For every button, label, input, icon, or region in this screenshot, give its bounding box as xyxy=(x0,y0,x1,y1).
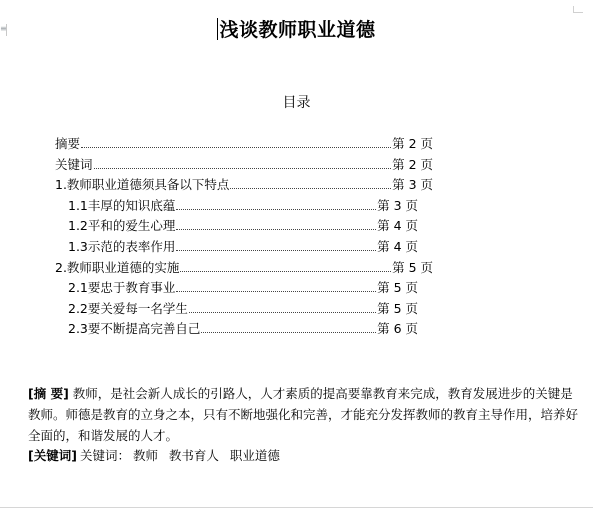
abstract-text: 教师，是社会新人成长的引路人，人才素质的提高要靠教育来完成，教育发展进步的关键是教师。师德是教育的立身之本，只有不断地强化和完善，才能充分发挥教师的教育主导作用，培养好全面的，和谐发展的人才。 xyxy=(28,386,579,443)
toc-entry[interactable] xyxy=(55,216,418,237)
toc-leader-dots xyxy=(94,168,392,169)
toc-leader-dots xyxy=(180,271,391,272)
toc-entry[interactable] xyxy=(55,237,418,258)
toc-entry-page: 第 5 页 xyxy=(377,300,418,316)
keywords-tag: [关键词] xyxy=(28,448,77,463)
abstract-paragraph xyxy=(28,383,584,446)
toc-entry-page: 第 4 页 xyxy=(377,218,418,234)
toc-entry-page: 第 2 页 xyxy=(392,136,433,151)
toc-entry[interactable] xyxy=(55,175,433,196)
toc-entry-label: 1.1丰厚的知识底蕴 xyxy=(68,197,176,213)
keywords-prefix: 关键词： xyxy=(79,448,130,463)
toc-entry[interactable] xyxy=(55,155,433,176)
toc-entry-label: 2.3要不断提高完善自己 xyxy=(68,321,201,337)
toc-leader-dots xyxy=(81,147,391,148)
toc-entry-label: 1.教师职业道德须具备以下特点 xyxy=(55,177,230,193)
toc-heading: 目录 xyxy=(282,95,311,111)
toc-entry-page: 第 6 页 xyxy=(377,321,418,337)
toc-leader-dots xyxy=(176,209,376,210)
toc-leader-dots xyxy=(176,229,376,230)
toc-entry-label: 关键词 xyxy=(55,156,93,172)
toc-leader-dots xyxy=(230,188,391,189)
toc-entry-page: 第 4 页 xyxy=(377,238,418,254)
toc-leader-dots xyxy=(201,332,376,333)
toc-entry[interactable] xyxy=(55,278,418,299)
toc-entry-label: 摘要 xyxy=(55,136,81,151)
page-bottom-edge xyxy=(0,507,593,508)
page-corner-mark xyxy=(573,6,583,13)
toc-entry-label: 2.2要关爱每一名学生 xyxy=(68,300,188,316)
toc-entry-label: 1.3示范的表率作用 xyxy=(68,238,176,254)
table-of-contents xyxy=(55,134,433,340)
toc-leader-dots xyxy=(189,312,376,313)
toc-entry[interactable] xyxy=(55,299,418,320)
toc-entry-page: 第 3 页 xyxy=(392,177,433,193)
toc-entry-label: 2.1要忠于教育事业 xyxy=(68,280,176,296)
keyword-item: 教师 xyxy=(132,448,158,463)
document-title xyxy=(0,15,593,42)
abstract-tag: [摘 要] xyxy=(28,386,69,401)
toc-entry[interactable] xyxy=(55,319,418,340)
toc-entry[interactable] xyxy=(55,258,433,279)
toc-entry-page: 第 2 页 xyxy=(392,156,433,172)
toc-entry[interactable] xyxy=(55,196,418,217)
keywords-line xyxy=(28,446,280,464)
toc-entry-page: 第 5 页 xyxy=(377,280,418,296)
toc-entry-page: 第 3 页 xyxy=(377,197,418,213)
keyword-item: 职业道德 xyxy=(229,448,280,463)
toc-entry[interactable] xyxy=(55,134,433,155)
toc-leader-dots xyxy=(176,250,376,251)
toc-entry-label: 1.2平和的爱生心理 xyxy=(68,218,176,234)
document-title-text: 浅谈教师职业道德 xyxy=(219,19,376,41)
toc-entry-page: 第 5 页 xyxy=(392,259,433,275)
toc-leader-dots xyxy=(176,291,376,292)
toc-entry-label: 2.教师职业道德的实施 xyxy=(55,259,180,275)
keyword-item: 教书育人 xyxy=(168,448,219,463)
